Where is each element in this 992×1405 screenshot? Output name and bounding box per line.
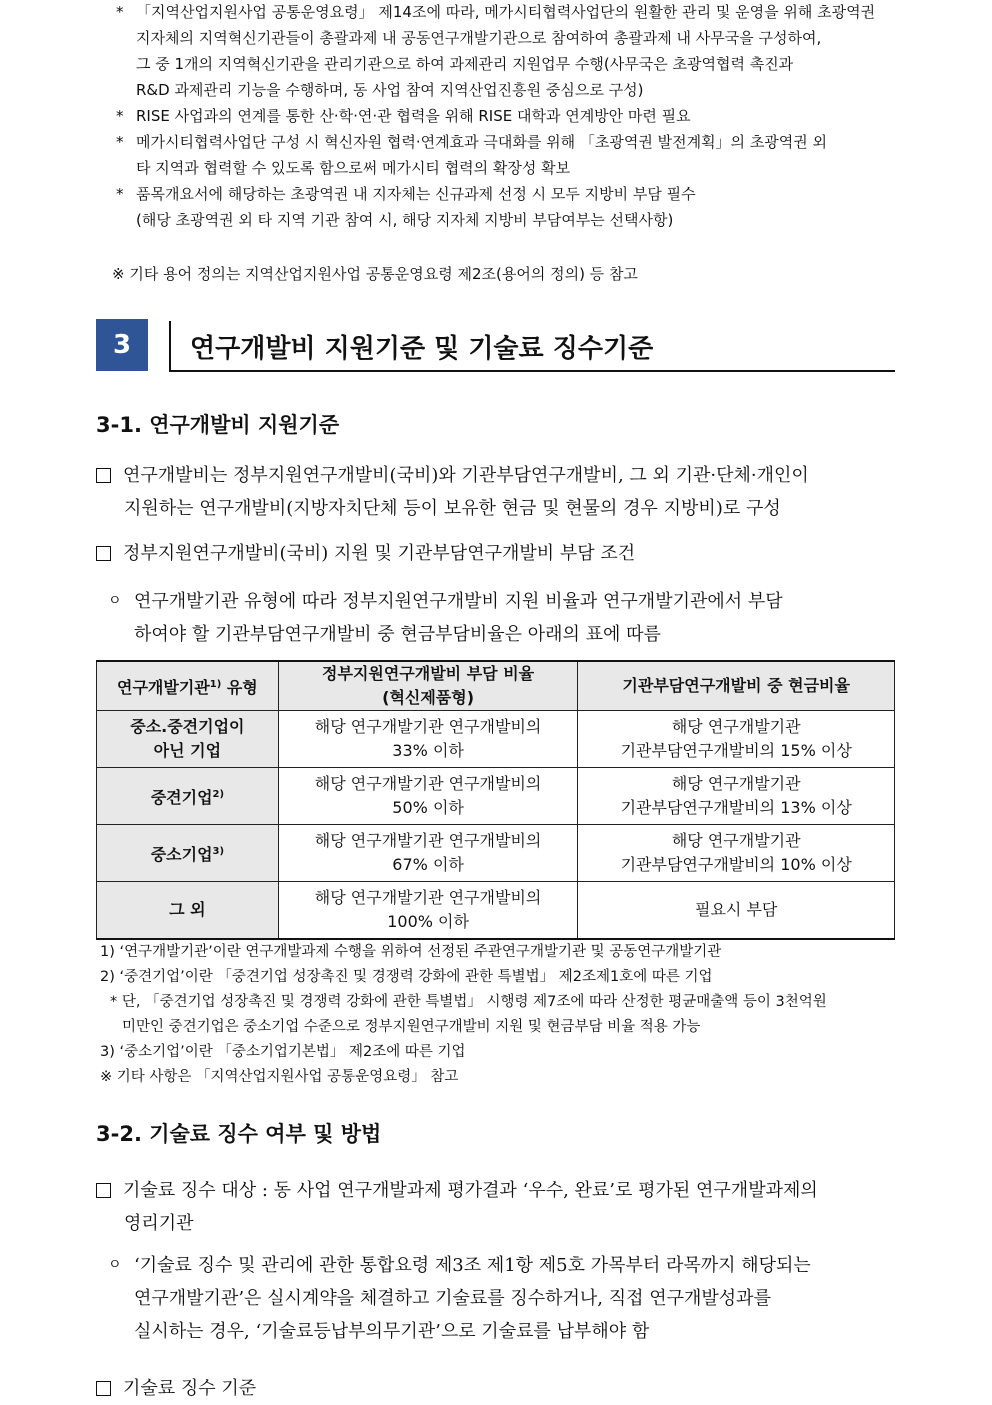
table-row bbox=[97, 768, 895, 825]
table-row bbox=[97, 711, 895, 768]
checkbox-icon bbox=[96, 1183, 111, 1198]
checkbox-icon bbox=[96, 468, 111, 483]
cell-gov: 해당 연구개발기관 연구개발비의 33% 이하 bbox=[278, 711, 578, 768]
section-title: 연구개발비 지원기준 및 기술료 징수기준 bbox=[190, 334, 654, 364]
cell-cash: 해당 연구개발기관 기관부담연구개발비의 13% 이상 bbox=[578, 768, 895, 825]
checkbox-item: 연구개발비는 정부지원연구개발비(국비)와 기관부담연구개발비, 그 외 기관·단체·개인이 지원하는 연구개발비(지방자치단체 등이 보유한 현금 및 현물의 경우 지방비)로 구성 bbox=[96, 459, 896, 525]
checkbox-item: 기술료 징수 기준 bbox=[96, 1372, 896, 1405]
funding-ratio-table bbox=[96, 660, 895, 940]
cell-cash: 해당 연구개발기관 기관부담연구개발비의 10% 이상 bbox=[578, 825, 895, 882]
cell-gov: 해당 연구개발기관 연구개발비의 67% 이하 bbox=[278, 825, 578, 882]
subsection-title-3-1: 3-1. 연구개발비 지원기준 bbox=[96, 413, 340, 437]
cell-cash: 필요시 부담 bbox=[578, 882, 895, 940]
note-item: * 품목개요서에 해당하는 초광역권 내 지자체는 신규과제 선정 시 모두 지방비 부담 필수 (해당 초광역권 외 타 지역 기관 참여 시, 해당 지자체 지방비 부담여부는 선택사항) bbox=[116, 185, 696, 229]
header-type: 연구개발기관$^{1)}$ 유형 bbox=[97, 661, 279, 711]
cell-gov: 해당 연구개발기관 연구개발비의 50% 이하 bbox=[278, 768, 578, 825]
cell-type: 그 외 bbox=[97, 882, 279, 940]
note-item: * 메가시티협력사업단 구성 시 혁신자원 협력·연계효과 극대화를 위해 「초광역권 발전계획」의 초광역권 외 타 지역과 협력할 수 있도록 함으로써 메가시티 협력의 확장성 확보 bbox=[116, 133, 828, 177]
section-number: 3 bbox=[112, 330, 132, 360]
checkbox-item: 정부지원연구개발비(국비) 지원 및 기관부담연구개발비 부담 조건 bbox=[96, 537, 896, 570]
table-row bbox=[97, 825, 895, 882]
cell-gov: 해당 연구개발기관 연구개발비의 100% 이하 bbox=[278, 882, 578, 940]
cell-type: 중소기업$^{3)}$ bbox=[97, 825, 279, 882]
checkbox-item: 기술료 징수 대상 : 동 사업 연구개발과제 평가결과 ‘우수, 완료’로 평가된 연구개발과제의 영리기관 bbox=[96, 1174, 896, 1240]
table-header-row bbox=[97, 661, 895, 711]
cell-type: 중소.중견기업이 아닌 기업 bbox=[97, 711, 279, 768]
header-cash-ratio: 기관부담연구개발비 중 현금비율 bbox=[578, 661, 895, 711]
top-notes bbox=[116, 0, 906, 233]
note-item: * 「지역산업지원사업 공통운영요령」 제14조에 따라, 메가시티협력사업단의 원활한 관리 및 운영을 위해 초광역권 지자체의 지역혁신기관들이 총괄과제 내 공동연구개발기관으로 참여하여 총괄과제 내 사무국을 구성하여, 그 중 1개의 지역혁신기관을 관리기관으로 하여 과제관리 지원업무 수행(사무국은 초광역협력 촉진과 R&D 과제관리 기능을 수행하며, 동 사업 참여 지역산업진흥원 중심으로 구성) bbox=[116, 3, 876, 99]
section-underline bbox=[169, 370, 895, 372]
note-item: * RISE 사업과의 연계를 통한 산·학·연·관 협력을 위해 RISE 대학과 연계방안 마련 필요 bbox=[116, 107, 691, 125]
footnotes: 1) ‘연구개발기관’이란 연구개발과제 수행을 위하여 선정된 주관연구개발기관 및 공동연구개발기관 2) ‘중견기업’이란 「중견기업 성장촉진 및 경쟁력 강화에 관한 특별법」 제2조제1호에 따른 기업 * 단, 「중견기업 성장촉진 및 경쟁력 강화에 관한 특별법」 시행령 제7조에 따라 산정한 평균매출액 등이 3천억원 미만인 중견기업은 중소기업 수준으로 정부지원연구개발비 지원 및 현금부담 비율 적용 가능 3) ‘중소기업’이란 「중소기업기본법」 제2조에 따른 기업 ※ 기타 사항은 「지역산업지원사업 공통운영요령」 참고 bbox=[100, 944, 827, 1085]
reference-note: ※ 기타 용어 정의는 지역산업지원사업 공통운영요령 제2조(용어의 정의) 등 참고 bbox=[112, 265, 638, 283]
checkbox-icon bbox=[96, 1381, 111, 1396]
checkbox-icon bbox=[96, 546, 111, 561]
circle-item: ㅇ 연구개발기관 유형에 따라 정부지원연구개발비 지원 비율과 연구개발기관에서 부담 하여야 할 기관부담연구개발비 중 현금부담비율은 아래의 표에 따름 bbox=[108, 591, 783, 645]
section-divider bbox=[169, 321, 171, 371]
cell-cash: 해당 연구개발기관 기관부담연구개발비의 15% 이상 bbox=[578, 711, 895, 768]
table-row bbox=[97, 882, 895, 940]
circle-item: ㅇ ‘기술료 징수 및 관리에 관한 통합요령 제3조 제1항 제5호 가목부터 라목까지 해당되는 연구개발기관’은 실시계약을 체결하고 기술료를 징수하거나, 직접 연구개발성과를 실시하는 경우, ‘기술료등납부의무기관’으로 기술료를 납부해야 함 bbox=[108, 1255, 811, 1342]
section-number-box bbox=[96, 319, 148, 371]
header-gov-ratio: 정부지원연구개발비 부담 비율 (혁신제품형) bbox=[278, 661, 578, 711]
cell-type: 중견기업$^{2)}$ bbox=[97, 768, 279, 825]
subsection-title-3-2: 3-2. 기술료 징수 여부 및 방법 bbox=[96, 1122, 382, 1146]
